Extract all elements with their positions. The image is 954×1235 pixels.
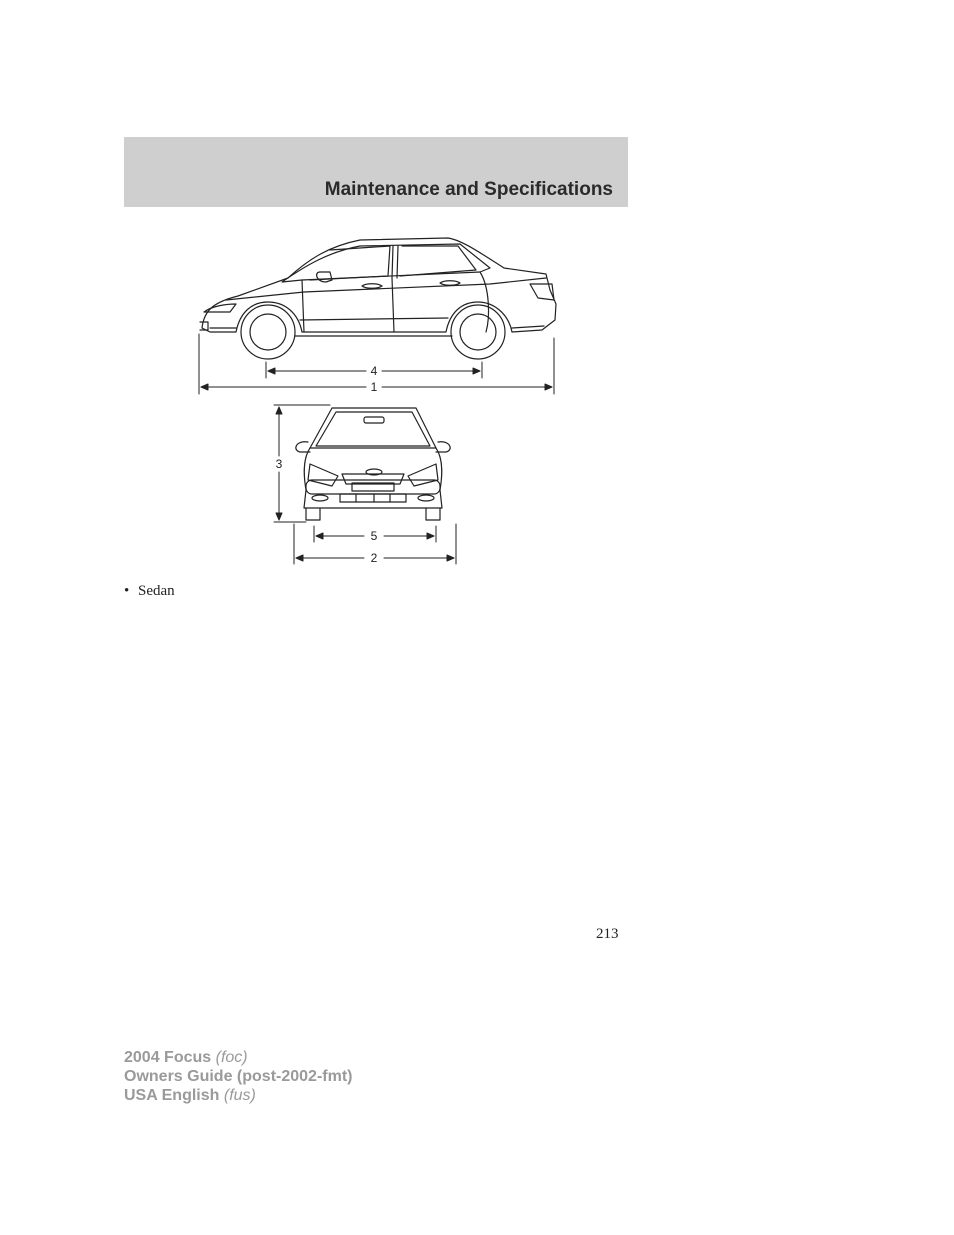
side-view-car-illustration [200, 238, 556, 359]
vehicle-dimensions-figure [190, 228, 570, 573]
dimension-label-3: 3 [275, 457, 283, 471]
dimension-label-5: 5 [370, 529, 378, 543]
section-header-band [124, 137, 628, 207]
dimension-label-4: 4 [370, 364, 378, 378]
bullet-icon: • [124, 583, 130, 599]
footer-line-1 [124, 1048, 352, 1067]
document-footer [124, 1048, 352, 1105]
footer-line-3 [124, 1086, 352, 1105]
list-item [124, 583, 175, 600]
footer-guide: Owners Guide (post-2002-fmt) [124, 1068, 353, 1085]
footer-model-code: (foc) [215, 1049, 248, 1066]
dimension-label-1: 1 [370, 380, 378, 394]
section-title: Maintenance and Specifications [324, 179, 613, 200]
footer-model: 2004 Focus [124, 1049, 212, 1066]
list-item-text: Sedan [138, 583, 175, 599]
front-view-car-illustration [296, 408, 450, 520]
page-number: 213 [596, 926, 619, 942]
footer-language: USA English [124, 1087, 220, 1104]
dimension-label-2: 2 [370, 551, 378, 565]
footer-language-code: (fus) [223, 1087, 256, 1104]
footer-line-2 [124, 1067, 352, 1086]
